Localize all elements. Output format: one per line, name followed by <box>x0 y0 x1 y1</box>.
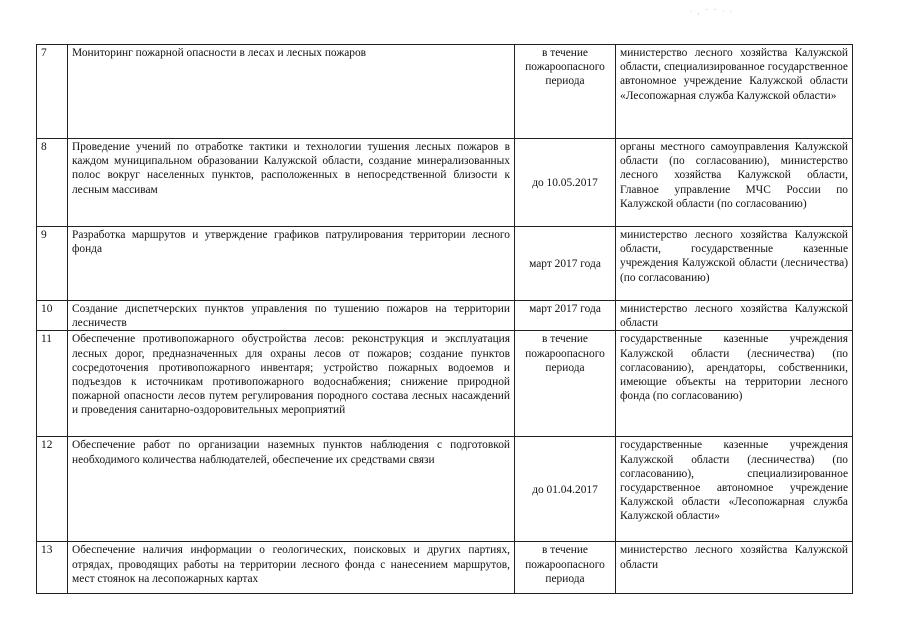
row-number: 10 <box>37 301 68 331</box>
row-number: 11 <box>37 331 68 437</box>
activity-cell: Проведение учений по отработке тактики и технологии тушения лесных пожаров в каждом муниципальном образовании Калужской области, создание минерализованных полос вокруг населенных пунктов, расположенных в непосредственной близости к лесным массивам <box>68 139 515 227</box>
table-row <box>37 331 853 437</box>
term-cell: в течение пожароопасного периода <box>515 542 616 594</box>
table-row <box>37 227 853 301</box>
table-row <box>37 301 853 331</box>
responsible-cell: министерство лесного хозяйства Калужской области <box>616 301 853 331</box>
table-row <box>37 437 853 542</box>
term-cell: до 10.05.2017 <box>515 139 616 227</box>
fire-safety-plan-table <box>36 44 853 594</box>
table-row <box>37 45 853 139</box>
responsible-cell: министерство лесного хозяйства Калужской области <box>616 542 853 594</box>
term-cell: в течение пожароопасного периода <box>515 331 616 437</box>
row-number: 9 <box>37 227 68 301</box>
term-cell: в течение пожароопасного периода <box>515 45 616 139</box>
activity-cell: Мониторинг пожарной опасности в лесах и лесных пожаров <box>68 45 515 139</box>
term-cell: до 01.04.2017 <box>515 437 616 542</box>
responsible-cell: органы местного самоуправления Калужской области (по согласованию), министерство лесного хозяйства Калужской области, Главное управление МЧС России по Калужской области (по согласованию) <box>616 139 853 227</box>
responsible-cell: государственные казенные учреждения Калужской области (лесничества) (по согласованию), арендаторы, собственники, имеющие объекты на территории лесного фонда (по согласованию) <box>616 331 853 437</box>
term-cell: март 2017 года <box>515 301 616 331</box>
table-row <box>37 139 853 227</box>
responsible-cell: министерство лесного хозяйства Калужской области, государственные казенные учреждения Калужской области (лесничества) (по согласованию) <box>616 227 853 301</box>
responsible-cell: министерство лесного хозяйства Калужской области, специализированное государственное автономное учреждение Калужской области «Лесопожарная служба Калужской области» <box>616 45 853 139</box>
table-row <box>37 542 853 594</box>
row-number: 7 <box>37 45 68 139</box>
row-number: 13 <box>37 542 68 594</box>
row-number: 8 <box>37 139 68 227</box>
term-cell: март 2017 года <box>515 227 616 301</box>
activity-cell: Создание диспетчерских пунктов управления по тушению пожаров на территории лесничеств <box>68 301 515 331</box>
activity-cell: Разработка маршрутов и утверждение графиков патрулирования территории лесного фонда <box>68 227 515 301</box>
responsible-cell: государственные казенные учреждения Калужской области (лесничества) (по согласованию), специализированное государственное автономное учреждение Калужской области «Лесопожарная служба Калужской области» <box>616 437 853 542</box>
activity-cell: Обеспечение наличия информации о геологических, поисковых и других партиях, отрядах, проводящих работы на территории лесного фонда с нанесением маршрутов, мест стоянок на лесопожарных картах <box>68 542 515 594</box>
scan-mark: · ¸ ⁻ ⁻ · · <box>690 9 734 15</box>
row-number: 12 <box>37 437 68 542</box>
activity-cell: Обеспечение работ по организации наземных пунктов наблюдения с подготовкой необходимого количества наблюдателей, обеспечение их средствами связи <box>68 437 515 542</box>
activity-cell: Обеспечение противопожарного обустройства лесов: реконструкция и эксплуатация лесных дорог, предназначенных для охраны лесов от пожаров; создание пунктов сосредоточения противопожарного инвентаря; устройство пожарных водоемов и подъездов к источникам противопожарного водоснабжения; снижение природной пожарной опасности лесов путем регулирования породного состава лесных насаждений и проведения санитарно-оздоровительных мероприятий <box>68 331 515 437</box>
